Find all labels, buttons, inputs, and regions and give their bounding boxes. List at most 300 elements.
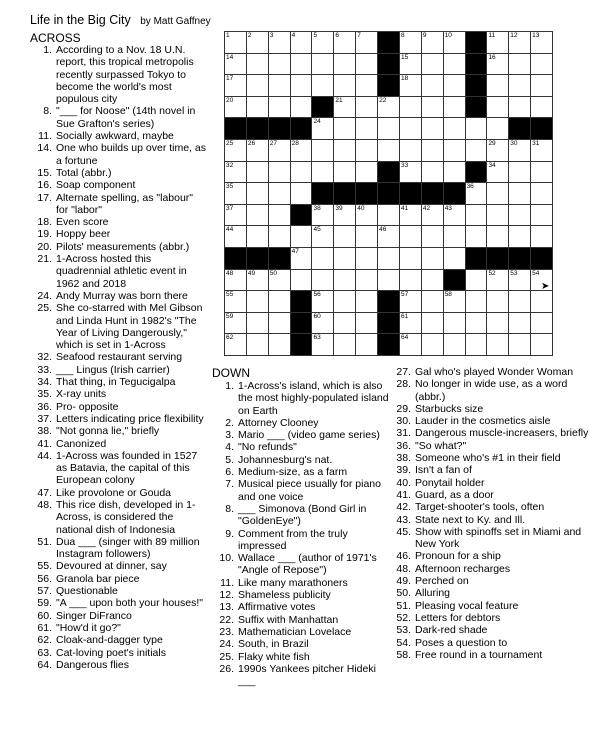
clue-text: Johannesburg's nat. xyxy=(238,453,333,466)
cell-number: 33 xyxy=(400,161,409,169)
grid-cell[interactable] xyxy=(466,226,488,248)
grid-cell[interactable] xyxy=(422,313,444,335)
clue-item[interactable] xyxy=(390,649,590,661)
grid-cell[interactable] xyxy=(334,205,356,227)
grid-cell[interactable] xyxy=(225,205,247,227)
grid-cell[interactable] xyxy=(400,118,422,140)
clue-item[interactable] xyxy=(31,659,207,671)
grid-cell[interactable] xyxy=(269,97,291,119)
grid-cell[interactable] xyxy=(531,32,553,54)
grid-cell[interactable] xyxy=(225,32,247,54)
clue-item[interactable] xyxy=(390,440,590,452)
clue-item[interactable] xyxy=(31,376,207,388)
grid-cell[interactable] xyxy=(487,118,509,140)
grid-cell[interactable] xyxy=(509,32,531,54)
grid-cell[interactable] xyxy=(247,313,269,335)
clue-item[interactable] xyxy=(390,624,590,636)
grid-cell[interactable] xyxy=(225,162,247,184)
grid-cell[interactable] xyxy=(312,248,334,270)
grid-cell[interactable] xyxy=(531,140,553,162)
grid-cell[interactable] xyxy=(334,313,356,335)
grid-cell[interactable] xyxy=(291,248,313,270)
grid-cell[interactable] xyxy=(444,54,466,76)
grid-cell[interactable] xyxy=(422,118,444,140)
grid-cell[interactable] xyxy=(509,183,531,205)
clue-item[interactable] xyxy=(213,417,391,429)
clue-item[interactable] xyxy=(31,167,207,179)
grid-cell[interactable] xyxy=(466,270,488,292)
grid-cell[interactable] xyxy=(291,75,313,97)
clue-text: Soap component xyxy=(56,179,136,192)
grid-cell[interactable] xyxy=(531,226,553,248)
grid-cell[interactable] xyxy=(400,291,422,313)
grid-cell[interactable] xyxy=(487,270,509,292)
grid-cell[interactable] xyxy=(356,226,378,248)
grid-cell[interactable] xyxy=(509,334,531,356)
clue-item[interactable] xyxy=(31,622,207,634)
grid-cell[interactable] xyxy=(400,248,422,270)
grid-cell[interactable] xyxy=(400,140,422,162)
grid-cell[interactable] xyxy=(312,270,334,292)
grid-cell[interactable] xyxy=(291,183,313,205)
clue-text: Letters for debtors xyxy=(415,611,501,624)
clue-item[interactable] xyxy=(213,626,391,638)
grid-cell[interactable] xyxy=(356,313,378,335)
grid-cell[interactable] xyxy=(487,162,509,184)
grid-cell[interactable] xyxy=(466,183,488,205)
grid-cell[interactable] xyxy=(225,140,247,162)
clue-text: Cloak-and-dagger type xyxy=(56,634,163,647)
clue-item[interactable] xyxy=(31,44,207,105)
grid-cell[interactable] xyxy=(356,205,378,227)
grid-cell[interactable] xyxy=(269,270,291,292)
grid-cell[interactable] xyxy=(378,97,400,119)
grid-cell[interactable] xyxy=(269,32,291,54)
clue-item[interactable] xyxy=(213,638,391,650)
grid-cell[interactable] xyxy=(444,334,466,356)
grid-cell[interactable] xyxy=(225,54,247,76)
clue-item[interactable] xyxy=(31,142,207,167)
grid-block xyxy=(247,248,269,270)
grid-cell[interactable] xyxy=(444,291,466,313)
clue-item[interactable] xyxy=(390,477,590,489)
grid-block xyxy=(334,183,356,205)
clue-number: 48. xyxy=(396,562,411,575)
grid-cell[interactable] xyxy=(487,183,509,205)
grid-cell[interactable] xyxy=(400,226,422,248)
grid-cell[interactable] xyxy=(312,162,334,184)
grid-cell[interactable] xyxy=(378,226,400,248)
grid-cell[interactable] xyxy=(356,270,378,292)
grid-cell[interactable] xyxy=(334,334,356,356)
puzzle-title-text: Life in the Big City xyxy=(30,13,131,27)
grid-cell[interactable] xyxy=(356,291,378,313)
grid-cell[interactable] xyxy=(225,313,247,335)
grid-cell[interactable] xyxy=(269,183,291,205)
grid-cell[interactable] xyxy=(509,162,531,184)
grid-cell[interactable] xyxy=(225,270,247,292)
grid-cell[interactable] xyxy=(291,32,313,54)
grid-cell[interactable] xyxy=(334,140,356,162)
grid-cell[interactable] xyxy=(466,205,488,227)
grid-cell[interactable] xyxy=(356,248,378,270)
grid-cell[interactable] xyxy=(531,291,553,313)
grid-cell[interactable] xyxy=(225,75,247,97)
grid-cell[interactable] xyxy=(509,226,531,248)
grid-cell[interactable] xyxy=(487,291,509,313)
clue-item[interactable] xyxy=(31,634,207,646)
grid-cell[interactable] xyxy=(356,97,378,119)
cell-number: 44 xyxy=(226,226,234,234)
grid-cell[interactable] xyxy=(312,54,334,76)
clue-item[interactable] xyxy=(31,253,207,290)
grid-cell[interactable] xyxy=(312,75,334,97)
grid-block xyxy=(378,75,400,97)
grid-cell[interactable] xyxy=(356,32,378,54)
grid-cell[interactable] xyxy=(487,226,509,248)
grid-cell[interactable] xyxy=(466,118,488,140)
cell-number: 22 xyxy=(379,96,387,104)
grid-cell[interactable] xyxy=(466,140,488,162)
grid-cell[interactable] xyxy=(247,270,269,292)
grid-cell[interactable] xyxy=(444,248,466,270)
grid-cell[interactable] xyxy=(291,140,313,162)
grid-cell[interactable] xyxy=(422,270,444,292)
clue-number: 15. xyxy=(37,166,52,179)
clue-text: Suffix with Manhattan xyxy=(238,613,339,626)
clue-item[interactable] xyxy=(31,228,207,240)
clue-item[interactable] xyxy=(390,403,590,415)
grid-block xyxy=(378,291,400,313)
grid-cell[interactable] xyxy=(400,75,422,97)
grid-cell[interactable] xyxy=(291,162,313,184)
grid-cell[interactable] xyxy=(291,54,313,76)
clue-number: 27. xyxy=(396,366,411,378)
clue-item[interactable] xyxy=(390,366,590,378)
grid-cell[interactable] xyxy=(269,162,291,184)
grid-cell[interactable] xyxy=(531,205,553,227)
cell-number: 29 xyxy=(488,140,496,147)
clue-item[interactable] xyxy=(390,563,590,575)
grid-cell[interactable] xyxy=(422,140,444,162)
grid-cell[interactable] xyxy=(509,97,531,119)
grid-cell[interactable] xyxy=(400,162,422,184)
grid-cell[interactable] xyxy=(247,162,269,184)
clue-item[interactable] xyxy=(31,179,207,191)
clue-item[interactable] xyxy=(31,647,207,659)
clue-item[interactable] xyxy=(390,501,590,513)
clue-item[interactable] xyxy=(31,438,207,450)
grid-cell[interactable] xyxy=(378,270,400,292)
clue-text: Dangerous flies xyxy=(56,658,129,671)
clue-item[interactable] xyxy=(390,612,590,624)
grid-block xyxy=(291,291,313,313)
grid-cell[interactable] xyxy=(247,291,269,313)
grid-cell[interactable] xyxy=(334,291,356,313)
grid-cell[interactable] xyxy=(291,226,313,248)
grid-cell[interactable] xyxy=(334,118,356,140)
grid-cell[interactable] xyxy=(247,334,269,356)
clue-item[interactable] xyxy=(31,192,207,217)
clue-item[interactable] xyxy=(31,216,207,228)
grid-cell[interactable] xyxy=(444,162,466,184)
clue-number: 28. xyxy=(396,378,411,391)
grid-cell[interactable] xyxy=(312,118,334,140)
grid-cell[interactable] xyxy=(444,140,466,162)
grid-cell[interactable] xyxy=(291,97,313,119)
grid-cell[interactable] xyxy=(466,313,488,335)
clue-item[interactable] xyxy=(390,514,590,526)
grid-cell[interactable] xyxy=(269,75,291,97)
grid-cell[interactable] xyxy=(334,97,356,119)
clue-item[interactable] xyxy=(213,663,391,688)
clue-item[interactable] xyxy=(390,587,590,599)
grid-cell[interactable] xyxy=(422,97,444,119)
grid-cell[interactable] xyxy=(247,32,269,54)
grid-cell[interactable] xyxy=(269,226,291,248)
clue-item[interactable] xyxy=(390,464,590,476)
grid-cell[interactable] xyxy=(225,291,247,313)
cell-number: 26 xyxy=(247,140,256,147)
grid-cell[interactable] xyxy=(378,118,400,140)
grid-cell[interactable] xyxy=(247,226,269,248)
grid-cell[interactable] xyxy=(312,205,334,227)
clue-item[interactable] xyxy=(390,526,590,551)
grid-cell[interactable] xyxy=(444,32,466,54)
grid-cell[interactable] xyxy=(487,205,509,227)
grid-cell[interactable] xyxy=(400,32,422,54)
clue-text: South, in Brazil xyxy=(238,638,309,651)
clue-item[interactable] xyxy=(390,489,590,501)
grid-cell[interactable] xyxy=(334,162,356,184)
grid-cell[interactable] xyxy=(312,140,334,162)
grid-cell[interactable] xyxy=(422,54,444,76)
clue-item[interactable] xyxy=(31,302,207,351)
grid-cell[interactable] xyxy=(247,54,269,76)
clue-item[interactable] xyxy=(31,388,207,400)
clue-number: 35. xyxy=(37,388,52,401)
grid-cell[interactable] xyxy=(531,162,553,184)
grid-cell[interactable] xyxy=(422,291,444,313)
clue-item[interactable] xyxy=(31,241,207,253)
grid-cell[interactable] xyxy=(487,32,509,54)
clue-number: 58. xyxy=(396,648,411,661)
grid-cell[interactable] xyxy=(400,270,422,292)
clue-item[interactable] xyxy=(213,466,391,478)
clue-item[interactable] xyxy=(390,575,590,587)
clue-text: Pronoun for a ship xyxy=(415,550,501,563)
clue-text: "How'd it go?" xyxy=(56,621,121,634)
grid-cell[interactable] xyxy=(509,205,531,227)
clue-item[interactable] xyxy=(31,130,207,142)
clue-item[interactable] xyxy=(31,351,207,363)
grid-cell[interactable] xyxy=(356,75,378,97)
clue-number: 41. xyxy=(396,488,411,501)
grid-cell[interactable] xyxy=(400,205,422,227)
clue-text: "No refunds" xyxy=(238,441,297,454)
grid-cell[interactable] xyxy=(531,54,553,76)
grid-cell[interactable] xyxy=(356,140,378,162)
grid-cell[interactable] xyxy=(400,97,422,119)
grid-cell[interactable] xyxy=(444,118,466,140)
clue-text: Questionable xyxy=(56,585,118,598)
grid-cell[interactable] xyxy=(291,270,313,292)
grid-cell[interactable] xyxy=(466,334,488,356)
clue-item[interactable] xyxy=(31,105,207,130)
clue-item[interactable] xyxy=(31,401,207,413)
grid-cell[interactable] xyxy=(531,97,553,119)
grid-cell[interactable] xyxy=(334,32,356,54)
clue-item[interactable] xyxy=(31,364,207,376)
clue-item[interactable] xyxy=(390,550,590,562)
grid-cell[interactable] xyxy=(509,270,531,292)
grid-cell[interactable] xyxy=(509,140,531,162)
clue-item[interactable] xyxy=(31,573,207,585)
clue-item[interactable] xyxy=(213,601,391,613)
grid-cell[interactable] xyxy=(312,226,334,248)
grid-cell[interactable] xyxy=(444,226,466,248)
grid-cell[interactable] xyxy=(225,334,247,356)
grid-cell[interactable] xyxy=(378,140,400,162)
clue-item[interactable] xyxy=(31,560,207,572)
grid-cell[interactable] xyxy=(531,75,553,97)
clue-item[interactable] xyxy=(213,380,391,417)
grid-cell[interactable] xyxy=(269,313,291,335)
clue-item[interactable] xyxy=(31,450,207,487)
grid-cell[interactable] xyxy=(334,226,356,248)
grid-cell[interactable] xyxy=(531,183,553,205)
grid-cell[interactable] xyxy=(487,140,509,162)
grid-cell[interactable] xyxy=(356,118,378,140)
clue-item[interactable] xyxy=(390,427,590,439)
grid-cell[interactable] xyxy=(312,291,334,313)
clue-item[interactable] xyxy=(31,610,207,622)
clue-item[interactable] xyxy=(213,454,391,466)
grid-cell[interactable] xyxy=(269,205,291,227)
grid-cell[interactable] xyxy=(334,270,356,292)
grid-cell[interactable] xyxy=(247,97,269,119)
grid-cell[interactable] xyxy=(422,32,444,54)
clue-item[interactable] xyxy=(213,478,391,503)
grid-cell[interactable] xyxy=(269,334,291,356)
grid-cell[interactable] xyxy=(356,334,378,356)
grid-cell[interactable] xyxy=(247,75,269,97)
grid-cell[interactable] xyxy=(444,97,466,119)
grid-cell[interactable] xyxy=(444,75,466,97)
grid-cell[interactable] xyxy=(531,334,553,356)
grid-cell[interactable] xyxy=(422,248,444,270)
clue-item[interactable] xyxy=(213,528,391,553)
grid-cell[interactable] xyxy=(225,183,247,205)
grid-cell[interactable] xyxy=(509,291,531,313)
grid-cell[interactable] xyxy=(269,291,291,313)
grid-cell[interactable] xyxy=(247,140,269,162)
grid-cell[interactable] xyxy=(356,54,378,76)
clue-item[interactable] xyxy=(213,651,391,663)
grid-cell[interactable] xyxy=(422,226,444,248)
grid-cell[interactable] xyxy=(312,32,334,54)
grid-cell[interactable] xyxy=(422,162,444,184)
clue-item[interactable] xyxy=(31,425,207,437)
grid-cell[interactable] xyxy=(531,313,553,335)
grid-cell[interactable] xyxy=(269,140,291,162)
grid-cell[interactable] xyxy=(378,248,400,270)
grid-cell[interactable] xyxy=(509,313,531,335)
clue-text: State next to Ky. and Ill. xyxy=(415,513,526,526)
grid-block xyxy=(225,248,247,270)
clue-item[interactable] xyxy=(213,429,391,441)
clue-item[interactable] xyxy=(31,585,207,597)
clue-item[interactable] xyxy=(213,441,391,453)
grid-cell[interactable] xyxy=(466,291,488,313)
clue-item[interactable] xyxy=(390,637,590,649)
grid-cell[interactable] xyxy=(509,75,531,97)
grid-cell[interactable] xyxy=(509,54,531,76)
clue-item[interactable] xyxy=(390,415,590,427)
grid-cell[interactable] xyxy=(400,54,422,76)
clue-item[interactable] xyxy=(390,378,590,403)
clue-item[interactable] xyxy=(390,452,590,464)
grid-cell[interactable] xyxy=(312,334,334,356)
clue-item[interactable] xyxy=(31,487,207,499)
grid-cell[interactable] xyxy=(487,334,509,356)
grid-cell[interactable] xyxy=(312,313,334,335)
clue-item[interactable] xyxy=(31,290,207,302)
grid-cell[interactable] xyxy=(487,97,509,119)
clue-item[interactable] xyxy=(31,499,207,536)
clue-item[interactable] xyxy=(31,597,207,609)
clue-text: This rice dish, developed in 1-Across, is considered the national dish of Indonesia xyxy=(56,498,196,536)
clue-text: Guard, as a door xyxy=(415,488,494,501)
grid-cell[interactable] xyxy=(487,75,509,97)
grid-cell[interactable] xyxy=(225,97,247,119)
grid-cell[interactable] xyxy=(422,334,444,356)
clue-item[interactable] xyxy=(213,503,391,528)
grid-cell[interactable] xyxy=(356,162,378,184)
grid-cell[interactable] xyxy=(378,205,400,227)
clue-item[interactable] xyxy=(213,614,391,626)
grid-block xyxy=(466,97,488,119)
grid-cell[interactable] xyxy=(400,313,422,335)
grid-block xyxy=(487,248,509,270)
grid-cell[interactable] xyxy=(247,205,269,227)
clue-number: 18. xyxy=(37,216,52,229)
grid-cell[interactable] xyxy=(334,54,356,76)
clue-item[interactable] xyxy=(31,413,207,425)
grid-cell[interactable] xyxy=(422,205,444,227)
grid-cell[interactable] xyxy=(247,183,269,205)
clue-item[interactable] xyxy=(213,589,391,601)
grid-cell[interactable] xyxy=(444,205,466,227)
grid-cell[interactable] xyxy=(225,226,247,248)
clue-item[interactable] xyxy=(213,552,391,577)
grid-cell[interactable] xyxy=(400,334,422,356)
grid-cell[interactable] xyxy=(269,54,291,76)
cell-number: 43 xyxy=(444,204,452,212)
grid-cell[interactable] xyxy=(487,54,509,76)
grid-cell[interactable] xyxy=(444,313,466,335)
grid-cell[interactable] xyxy=(334,248,356,270)
clue-number: 59. xyxy=(37,597,52,610)
clue-item[interactable] xyxy=(390,600,590,612)
grid-cell[interactable] xyxy=(334,75,356,97)
clue-item[interactable] xyxy=(31,536,207,561)
clue-text: Shameless publicity xyxy=(238,589,331,602)
clue-item[interactable] xyxy=(213,577,391,589)
grid-cell[interactable] xyxy=(422,75,444,97)
grid-cell[interactable] xyxy=(487,313,509,335)
clue-number: 39. xyxy=(396,464,411,477)
